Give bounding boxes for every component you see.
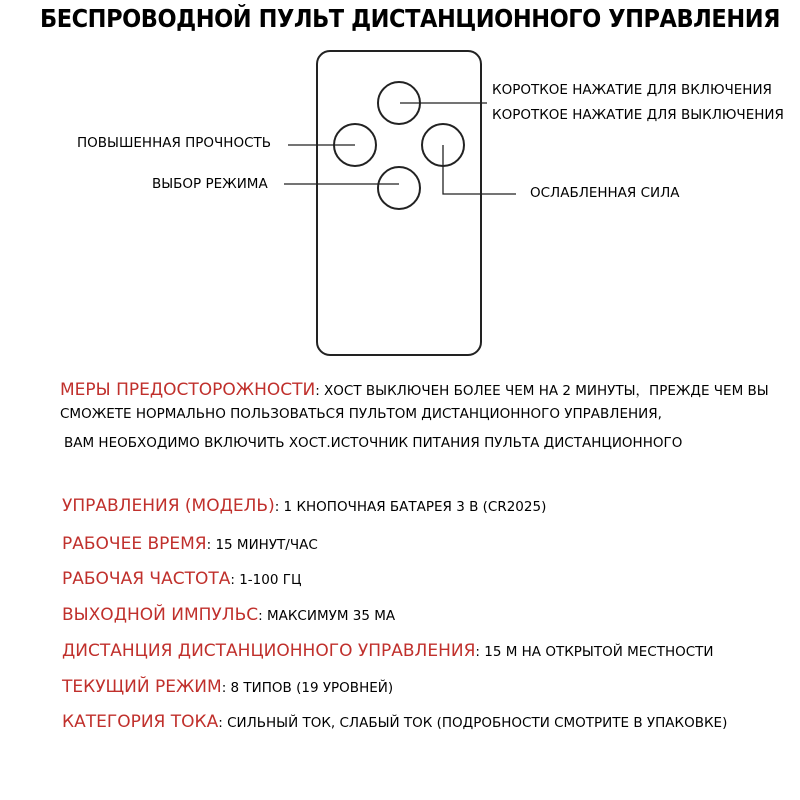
spec-value: : 15 М НА ОТКРЫТОЙ МЕСТНОСТИ bbox=[475, 644, 714, 660]
spec-value: : 8 ТИПОВ (19 УРОВНЕЙ) bbox=[221, 680, 394, 696]
spec-key: РАБОЧАЯ ЧАСТОТА bbox=[62, 569, 231, 589]
warning-key: МЕРЫ ПРЕДОСТОРОЖНОСТИ bbox=[60, 380, 316, 400]
spec-value: : 1-100 ГЦ bbox=[230, 572, 302, 588]
spec-row bbox=[62, 641, 714, 661]
warning-line-3: ВАМ НЕОБХОДИМО ВКЛЮЧИТЬ ХОСТ.ИСТОЧНИК ПИТАНИЯ ПУЛЬТА ДИСТАНЦИОННОГО bbox=[64, 435, 683, 451]
callout-line-decrease bbox=[443, 145, 516, 194]
callout-mode-label: ВЫБОР РЕЖИМА bbox=[152, 176, 268, 192]
spec-row bbox=[62, 569, 301, 589]
spec-value: : 1 КНОПОЧНАЯ БАТАРЕЯ 3 В (CR2025) bbox=[274, 499, 547, 515]
spec-value: : 15 МИНУТ/ЧАС bbox=[206, 537, 318, 553]
spec-key: ДИСТАНЦИЯ ДИСТАНЦИОННОГО УПРАВЛЕНИЯ bbox=[62, 641, 476, 661]
spec-key: ВЫХОДНОЙ ИМПУЛЬС bbox=[62, 605, 259, 625]
warning-line-1 bbox=[60, 379, 769, 400]
spec-value: : МАКСИМУМ 35 МА bbox=[258, 608, 396, 624]
spec-row bbox=[62, 605, 395, 625]
callout-off-label: КОРОТКОЕ НАЖАТИЕ ДЛЯ ВЫКЛЮЧЕНИЯ bbox=[492, 107, 784, 123]
spec-key: ТЕКУЩИЙ РЕЖИМ bbox=[62, 677, 222, 697]
spec-key: РАБОЧЕЕ ВРЕМЯ bbox=[62, 534, 207, 554]
spec-key: КАТЕГОРИЯ ТОКА bbox=[62, 712, 219, 732]
callout-decrease-label: ОСЛАБЛЕННАЯ СИЛА bbox=[530, 185, 680, 201]
spec-row bbox=[62, 496, 546, 516]
warning-line-2: СМОЖЕТЕ НОРМАЛЬНО ПОЛЬЗОВАТЬСЯ ПУЛЬТОМ ДИСТАНЦИОННОГО УПРАВЛЕНИЯ, bbox=[60, 406, 662, 422]
callout-on-label: КОРОТКОЕ НАЖАТИЕ ДЛЯ ВКЛЮЧЕНИЯ bbox=[492, 82, 772, 98]
callout-increase-label: ПОВЫШЕННАЯ ПРОЧНОСТЬ bbox=[77, 135, 272, 151]
page-title: БЕСПРОВОДНОЙ ПУЛЬТ ДИСТАНЦИОННОГО УПРАВЛЕНИЯ bbox=[40, 4, 780, 33]
spec-row bbox=[62, 534, 318, 554]
warning-text-1: : ХОСТ ВЫКЛЮЧЕН БОЛЕЕ ЧЕМ НА 2 МИНУТЫ，ПРЕЖДЕ ЧЕМ ВЫ bbox=[315, 383, 769, 399]
spec-row bbox=[62, 712, 727, 732]
spec-value: : СИЛЬНЫЙ ТОК, СЛАБЫЙ ТОК (ПОДРОБНОСТИ СМОТРИТЕ В УПАКОВКЕ) bbox=[218, 715, 728, 731]
spec-key: УПРАВЛЕНИЯ (МОДЕЛЬ) bbox=[62, 496, 275, 516]
spec-row bbox=[62, 677, 393, 697]
